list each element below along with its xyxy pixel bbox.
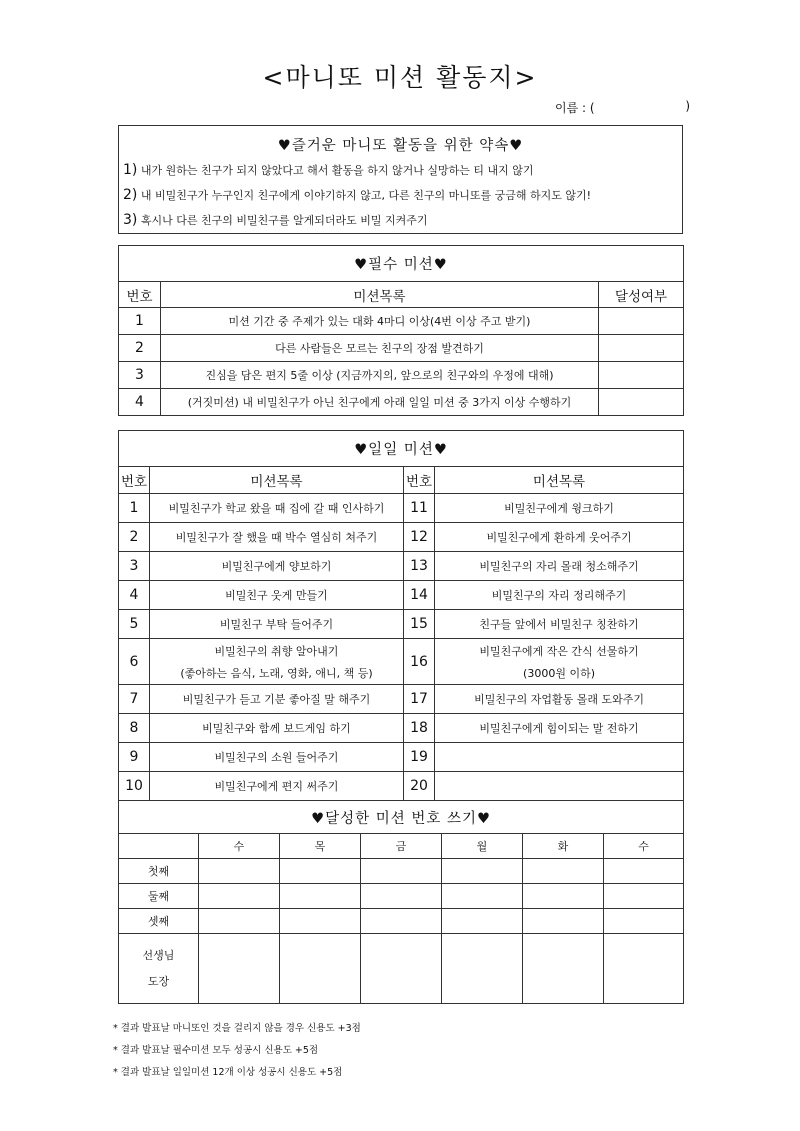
table-row bbox=[119, 909, 684, 934]
row-number: 15 bbox=[404, 610, 435, 639]
daily-mission-table bbox=[118, 430, 684, 801]
promise-item-text: 내 비밀친구가 누구인지 친구에게 이야기하지 않고, 다른 친구의 마니또를 궁금해 하지도 않기! bbox=[140, 189, 592, 202]
col-mission-header: 미션목록 bbox=[435, 467, 684, 494]
record-cell[interactable] bbox=[604, 909, 684, 934]
col-number-header: 번호 bbox=[404, 467, 435, 494]
mission-text: 비밀친구에게 윙크하기 bbox=[435, 494, 684, 523]
record-cell[interactable] bbox=[442, 909, 523, 934]
record-cell[interactable] bbox=[280, 859, 361, 884]
col-done-header: 달성여부 bbox=[599, 282, 684, 308]
record-cell[interactable] bbox=[523, 909, 604, 934]
mission-text: 비밀친구 웃게 만들기 bbox=[150, 581, 404, 610]
promise-item bbox=[123, 158, 682, 183]
table-row bbox=[119, 743, 684, 772]
row-number: 7 bbox=[119, 685, 150, 714]
promise-box bbox=[118, 125, 683, 234]
day-header: 수 bbox=[604, 834, 684, 859]
col-mission-header: 미션목록 bbox=[161, 282, 599, 308]
mission-text-line: 비밀친구에게 작은 간식 선물하기 bbox=[479, 644, 639, 658]
mission-text-line: (3000원 이하) bbox=[523, 666, 595, 680]
mission-text bbox=[150, 639, 404, 685]
record-cell[interactable] bbox=[442, 884, 523, 909]
mission-text: 비밀친구의 자리 몰래 청소해주기 bbox=[435, 552, 684, 581]
row-number: 3 bbox=[119, 362, 161, 389]
corner-cell bbox=[119, 834, 199, 859]
record-cell[interactable] bbox=[361, 884, 442, 909]
record-table bbox=[118, 800, 684, 1004]
mission-text: 비밀친구가 학교 왔을 때 집에 갈 때 인사하기 bbox=[150, 494, 404, 523]
row-number: 6 bbox=[119, 639, 150, 685]
done-cell[interactable] bbox=[599, 308, 684, 335]
row-number: 10 bbox=[119, 772, 150, 801]
row-number: 4 bbox=[119, 389, 161, 416]
stamp-cell[interactable] bbox=[199, 934, 280, 1004]
record-heading: ♥달성한 미션 번호 쓰기♥ bbox=[119, 801, 684, 834]
row-number: 5 bbox=[119, 610, 150, 639]
done-cell[interactable] bbox=[599, 335, 684, 362]
row-number: 1 bbox=[119, 308, 161, 335]
table-row bbox=[119, 610, 684, 639]
row-number: 14 bbox=[404, 581, 435, 610]
mission-text: 비밀친구에게 환하게 웃어주기 bbox=[435, 523, 684, 552]
mission-text-line: 비밀친구의 취향 알아내기 bbox=[214, 644, 339, 658]
row-number: 1 bbox=[119, 494, 150, 523]
table-row bbox=[119, 772, 684, 801]
mission-text bbox=[435, 772, 684, 801]
day-header: 금 bbox=[361, 834, 442, 859]
promise-heading: ♥즐거운 마니또 활동을 위한 약속♥ bbox=[277, 138, 524, 154]
mission-text-line: (좋아하는 음식, 노래, 영화, 애니, 책 등) bbox=[180, 666, 373, 680]
table-row bbox=[119, 552, 684, 581]
row-number: 2 bbox=[119, 523, 150, 552]
promise-item-number: 1) bbox=[123, 162, 138, 178]
row-number: 16 bbox=[404, 639, 435, 685]
row-number: 2 bbox=[119, 335, 161, 362]
record-cell[interactable] bbox=[280, 909, 361, 934]
promise-item-text: 내가 원하는 친구가 되지 않았다고 해서 활동을 하지 않거나 실망하는 티 내지 않기 bbox=[140, 164, 534, 177]
table-row bbox=[119, 581, 684, 610]
footnote: * 결과 발표날 마니또인 것을 걸리지 않을 경우 신용도 +3점 bbox=[113, 1023, 361, 1034]
stamp-row-label bbox=[119, 934, 199, 1004]
record-cell[interactable] bbox=[199, 909, 280, 934]
mission-text: 친구들 앞에서 비밀친구 칭찬하기 bbox=[435, 610, 684, 639]
mission-text: 비밀친구와 함께 보드게임 하기 bbox=[150, 714, 404, 743]
name-close: ) bbox=[685, 99, 690, 113]
stamp-cell[interactable] bbox=[523, 934, 604, 1004]
record-row-label: 둘째 bbox=[119, 884, 199, 909]
record-cell[interactable] bbox=[523, 884, 604, 909]
row-number: 8 bbox=[119, 714, 150, 743]
mission-text: 미션 기간 중 주제가 있는 대화 4마디 이상(4번 이상 주고 받기) bbox=[161, 308, 599, 335]
mission-text bbox=[435, 743, 684, 772]
mission-text: 비밀친구가 듣고 기분 좋아질 말 해주기 bbox=[150, 685, 404, 714]
row-number: 18 bbox=[404, 714, 435, 743]
table-row bbox=[119, 884, 684, 909]
day-header: 화 bbox=[523, 834, 604, 859]
table-row bbox=[119, 639, 684, 685]
required-mission-table bbox=[118, 245, 684, 416]
record-cell[interactable] bbox=[604, 884, 684, 909]
table-row bbox=[119, 494, 684, 523]
promise-item-number: 3) bbox=[123, 212, 138, 228]
mission-text: 비밀친구의 자업활동 몰래 도와주기 bbox=[435, 685, 684, 714]
required-heading: ♥필수 미션♥ bbox=[119, 246, 684, 282]
table-row bbox=[119, 685, 684, 714]
row-number: 3 bbox=[119, 552, 150, 581]
row-number: 4 bbox=[119, 581, 150, 610]
record-row-label: 첫째 bbox=[119, 859, 199, 884]
name-label: 이름 : ( bbox=[555, 101, 595, 115]
row-number: 13 bbox=[404, 552, 435, 581]
table-row bbox=[119, 335, 684, 362]
table-row bbox=[119, 308, 684, 335]
mission-text: 비밀친구의 소원 들어주기 bbox=[150, 743, 404, 772]
table-row bbox=[119, 859, 684, 884]
record-cell[interactable] bbox=[199, 859, 280, 884]
daily-heading: ♥일일 미션♥ bbox=[119, 431, 684, 467]
mission-text: 비밀친구에게 힘이되는 말 전하기 bbox=[435, 714, 684, 743]
row-number: 20 bbox=[404, 772, 435, 801]
mission-text: 비밀친구의 자리 정리해주기 bbox=[435, 581, 684, 610]
record-cell[interactable] bbox=[361, 859, 442, 884]
row-number: 12 bbox=[404, 523, 435, 552]
record-cell[interactable] bbox=[604, 859, 684, 884]
mission-text: 진심을 담은 편지 5줄 이상 (지금까지의, 앞으로의 친구와의 우정에 대해) bbox=[161, 362, 599, 389]
done-cell[interactable] bbox=[599, 389, 684, 416]
record-cell[interactable] bbox=[442, 859, 523, 884]
col-number-header: 번호 bbox=[119, 467, 150, 494]
stamp-cell[interactable] bbox=[442, 934, 523, 1004]
footnote: * 결과 발표날 필수미션 모두 성공시 신용도 +5점 bbox=[113, 1045, 319, 1056]
table-row bbox=[119, 934, 684, 1004]
table-row bbox=[119, 714, 684, 743]
record-cell[interactable] bbox=[199, 884, 280, 909]
row-number: 9 bbox=[119, 743, 150, 772]
table-row bbox=[119, 523, 684, 552]
done-cell[interactable] bbox=[599, 362, 684, 389]
promise-item bbox=[123, 183, 682, 208]
stamp-label-line: 도장 bbox=[147, 974, 170, 988]
row-number: 17 bbox=[404, 685, 435, 714]
stamp-cell[interactable] bbox=[361, 934, 442, 1004]
footnote: * 결과 발표날 일일미션 12개 이상 성공시 신용도 +5점 bbox=[113, 1067, 343, 1078]
mission-text: 비밀친구에게 편지 써주기 bbox=[150, 772, 404, 801]
table-row bbox=[119, 362, 684, 389]
col-mission-header: 미션목록 bbox=[150, 467, 404, 494]
record-cell[interactable] bbox=[361, 909, 442, 934]
row-number: 19 bbox=[404, 743, 435, 772]
day-header: 월 bbox=[442, 834, 523, 859]
promise-item bbox=[123, 208, 682, 233]
stamp-label-line: 선생님 bbox=[142, 948, 175, 962]
name-field[interactable] bbox=[555, 99, 690, 116]
day-header: 목 bbox=[280, 834, 361, 859]
col-number-header: 번호 bbox=[119, 282, 161, 308]
mission-text bbox=[435, 639, 684, 685]
day-header: 수 bbox=[199, 834, 280, 859]
mission-text: 비밀친구에게 양보하기 bbox=[150, 552, 404, 581]
promise-item-text: 혹시나 다른 친구의 비밀친구를 알게되더라도 비밀 지켜주기 bbox=[140, 214, 428, 227]
stamp-cell[interactable] bbox=[280, 934, 361, 1004]
record-cell[interactable] bbox=[523, 859, 604, 884]
mission-text: 비밀친구 부탁 들어주기 bbox=[150, 610, 404, 639]
record-row-label: 셋째 bbox=[119, 909, 199, 934]
mission-text: 비밀친구가 잘 했을 때 박수 열심히 쳐주기 bbox=[150, 523, 404, 552]
mission-text: (거짓미션) 내 비밀친구가 아닌 친구에게 아래 일일 미션 중 3가지 이상 수행하기 bbox=[161, 389, 599, 416]
table-row bbox=[119, 389, 684, 416]
mission-text: 다른 사람들은 모르는 친구의 장점 발견하기 bbox=[161, 335, 599, 362]
record-cell[interactable] bbox=[280, 884, 361, 909]
page-title: <마니또 미션 활동지> bbox=[262, 63, 538, 92]
promise-item-number: 2) bbox=[123, 187, 138, 203]
stamp-cell[interactable] bbox=[604, 934, 684, 1004]
row-number: 11 bbox=[404, 494, 435, 523]
